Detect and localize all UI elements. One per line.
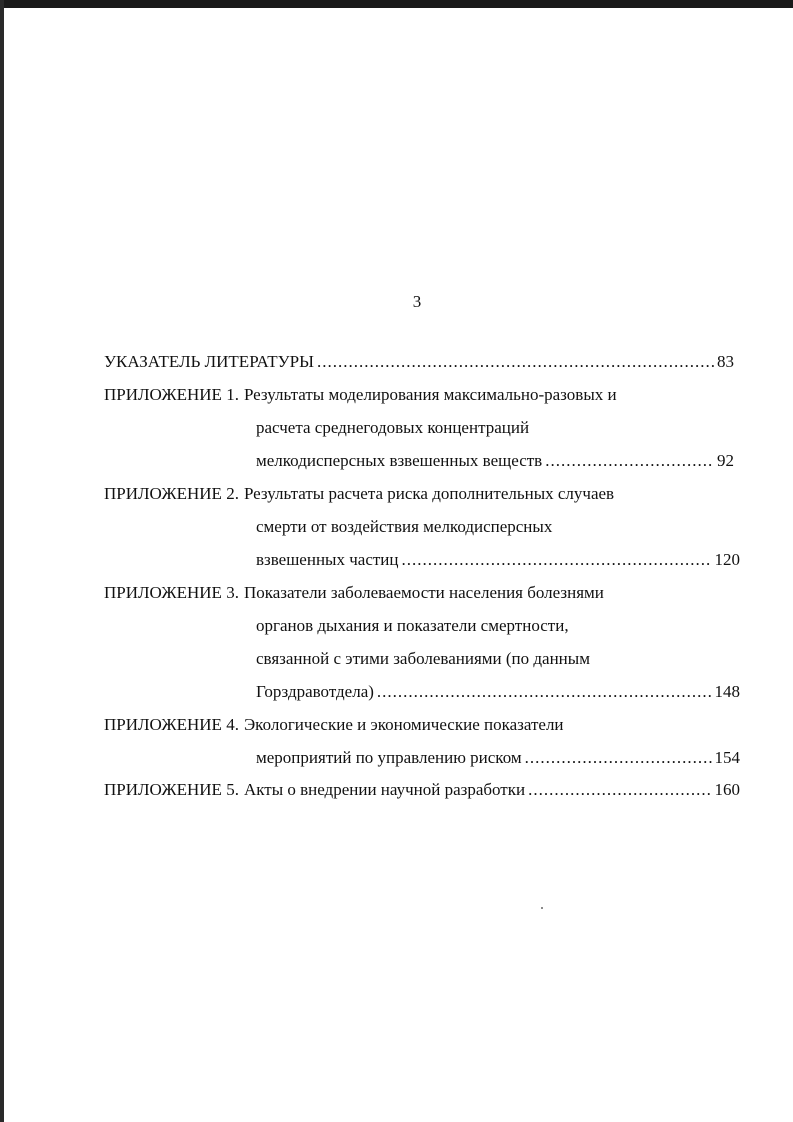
- toc-entry-text: смерти от воздействия мелкодисперсных: [256, 517, 553, 536]
- toc-entry-text: Показатели заболеваемости населения болезнями: [243, 583, 604, 602]
- dot-leader: [317, 351, 714, 373]
- toc-entry-appendix-1-line-1[interactable]: [104, 384, 617, 406]
- toc-page-number: 160: [714, 780, 740, 799]
- toc-entry-appendix-1-line-2: [256, 417, 529, 439]
- toc-entry-prefix: ПРИЛОЖЕНИЕ 4.: [104, 715, 239, 734]
- toc-entry-appendix-3-line-2: [256, 615, 569, 637]
- toc-entry-appendix-1-line-3[interactable]: [256, 450, 734, 472]
- dot-leader: [528, 779, 711, 801]
- toc-entry-prefix: ПРИЛОЖЕНИЕ 3.: [104, 583, 239, 602]
- toc-entry-prefix: ПРИЛОЖЕНИЕ 5.: [104, 780, 239, 799]
- toc-entry-bibliography[interactable]: [104, 351, 734, 373]
- toc-entry-appendix-4-line-2[interactable]: [256, 747, 740, 769]
- toc-entry-appendix-4-line-1[interactable]: [104, 714, 564, 736]
- toc-entry-text: Акты о внедрении научной разработки: [243, 780, 526, 799]
- toc-entry-text: Экологические и экономические показатели: [243, 715, 564, 734]
- scan-speck: [541, 907, 543, 909]
- toc-entry-text: связанной с этими заболеваниями (по данным: [256, 649, 590, 668]
- toc-page-number: 148: [714, 682, 740, 701]
- toc-entry-text: Результаты расчета риска дополнительных случаев: [243, 484, 615, 503]
- toc-entry-appendix-2-line-1[interactable]: [104, 483, 614, 505]
- toc-entry-title: УКАЗАТЕЛЬ ЛИТЕРАТУРЫ: [104, 352, 314, 371]
- toc-entry-text: расчета среднегодовых концентраций: [256, 418, 530, 437]
- toc-entry-appendix-3-line-4[interactable]: [256, 681, 740, 703]
- toc-entry-appendix-2-line-2: [256, 516, 552, 538]
- toc-entry-appendix-5[interactable]: [104, 779, 740, 801]
- dot-leader: [377, 681, 712, 703]
- toc-entry-appendix-3-line-3: [256, 648, 590, 670]
- toc-entry-appendix-2-line-3[interactable]: [256, 549, 740, 571]
- toc-entry-text: органов дыхания и показатели смертности,: [256, 616, 569, 635]
- toc-entry-prefix: ПРИЛОЖЕНИЕ 1.: [104, 385, 239, 404]
- toc-entry-text: мероприятий по управлению риском: [256, 748, 522, 767]
- toc-page-number: 92: [717, 451, 734, 470]
- toc-entry-text: Результаты моделирования максимально-разовых и: [243, 385, 617, 404]
- toc-page-number: 154: [714, 748, 740, 767]
- dot-leader: [545, 450, 714, 472]
- toc-page-number: 83: [717, 352, 734, 371]
- toc-entry-text: Горздравотдела): [256, 682, 374, 701]
- toc-page-number: 120: [714, 550, 740, 569]
- page-number: 3: [412, 292, 422, 311]
- toc-entry-text: мелкодисперсных взвешенных веществ: [256, 451, 543, 470]
- dot-leader: [525, 747, 712, 769]
- toc-entry-text: взвешенных частиц: [256, 550, 399, 569]
- dot-leader: [401, 549, 711, 571]
- toc-entry-prefix: ПРИЛОЖЕНИЕ 2.: [104, 484, 239, 503]
- toc-entry-appendix-3-line-1[interactable]: [104, 582, 604, 604]
